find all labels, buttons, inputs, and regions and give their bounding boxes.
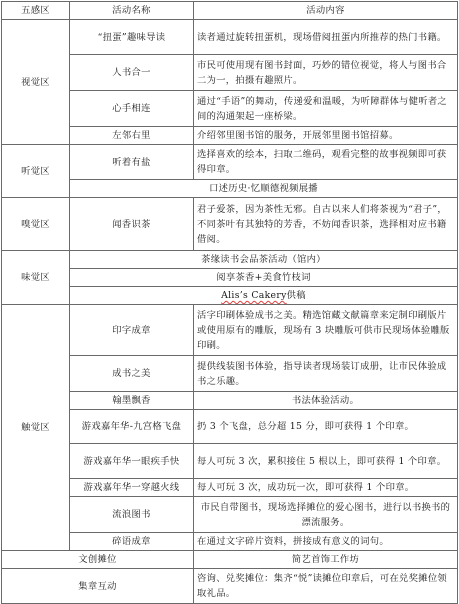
header-activity-name: 活动名称 [70,2,194,20]
zone-auditory: 听觉区 [2,145,70,198]
header-zone: 五感区 [2,2,70,20]
activity-content: 提供线装图书体验，指导读者现场装订成册，让市民体验成书之乐趣。 [194,356,458,392]
stamp-content: 咨询、兑奖摊位：集齐“悦”读摊位印章后，可在兑奖摊位领取礼品。 [194,569,458,604]
table-row [2,198,458,251]
activity-name: 心手相连 [70,91,194,127]
activity-name: 游戏嘉年华-九宫格飞盘 [70,410,194,444]
activity-table [1,1,458,604]
activity-merged: 茶缘读书会品茶活动（馆内） [70,251,458,269]
table-row [2,444,458,479]
activity-content: 扔 3 个飞盘，总分超 15 分，即可获得 1 个印章。 [194,410,458,444]
table-row [2,410,458,444]
table-row [2,251,458,269]
activity-content: 每人可玩 3 次，累积接住 5 根以上，即可获得 1 个印章。 [194,444,458,479]
activity-name: 游戏嘉年华一眼疾手快 [70,444,194,479]
activity-content: 君子爱茶，因为茶性无邪。自古以来人们将茶视为“君子”，不同茶叶有其独特的芳香，不妨闻香识茶，选择相对应书籍借阅。 [194,198,458,251]
table-row [2,479,458,497]
table-row [2,55,458,91]
table-row [2,305,458,356]
activity-name: 游戏嘉年华一穿越火线 [70,479,194,497]
activity-content: 通过“手语”的舞动，传递爱和温暖，为听障群体与健听者之间的沟通架起一座桥梁。 [194,91,458,127]
header-row [2,2,458,20]
activity-name: 人书合一 [70,55,194,91]
activity-name: 翰墨飘香 [70,392,194,410]
table-row [2,20,458,55]
zone-visual: 视觉区 [2,20,70,145]
activity-name: 听着有盐 [70,145,194,180]
header-activity-content: 活动内容 [194,2,458,20]
brand-suffix: 供稿 [286,290,306,301]
activity-name: 成书之美 [70,356,194,392]
table-row [2,551,458,569]
activity-content: 书法体验活动。 [194,392,458,410]
table-row [2,356,458,392]
activity-name: 印字成章 [70,305,194,356]
zone-touch: 触觉区 [2,305,70,551]
table-row [2,533,458,551]
activity-content: 活字印刷体验成书之美。精选馆藏文献篇章来定制印刷版片或使用原有的雕版，现场有 3 块雕版可供市民现场体验雕版印刷。 [194,305,458,356]
brand-name: Alis’s Cakery [221,290,287,301]
activity-content: 介绍邻里图书馆的服务，开展邻里图书馆招募。 [194,127,458,145]
activity-name: 流浪图书 [70,497,194,533]
activity-name: “扭蛋”趣味导读 [70,20,194,55]
table-row [2,497,458,533]
activity-content: 每人可玩 3 次，成功玩一次，即可获得 1 个印章。 [194,479,458,497]
table-row [2,145,458,180]
table-row [2,180,458,198]
creative-name: 文创摊位 [2,551,194,569]
activity-name: 碎语成章 [70,533,194,551]
table-row [2,569,458,604]
activity-merged: 阅享茶香+美食竹枝词 [70,269,458,287]
creative-content: 简艺首饰工作坊 [194,551,458,569]
activity-content: 读者通过旋转扭蛋机，现场借阅扭蛋内所推荐的热门书籍。 [194,20,458,55]
table-row [2,127,458,145]
activity-content: 选择喜欢的绘本，扫取二维码，观看完整的故事视频即可获得印章。 [194,145,458,180]
table-row [2,269,458,287]
table-row [2,91,458,127]
stamp-name: 集章互动 [2,569,194,604]
zone-taste: 味觉区 [2,251,70,305]
activity-merged: 口述历史·忆顺德视频展播 [70,180,458,198]
activity-content: 在通过文字碎片资料，拼接成有意义的词句。 [194,533,458,551]
activity-content: 市民自带图书，现场选择摊位的爱心图书，进行以书换书的漂流服务。 [194,497,458,533]
zone-smell: 嗅觉区 [2,198,70,251]
activity-name: 闻香识茶 [70,198,194,251]
activity-content: 市民可使用现有图书封面，巧妙的错位视觉，将人与图书合二为一，拍摄有趣照片。 [194,55,458,91]
table-row [2,392,458,410]
activity-merged [70,287,458,305]
table-row [2,287,458,305]
activity-name: 左邻右里 [70,127,194,145]
